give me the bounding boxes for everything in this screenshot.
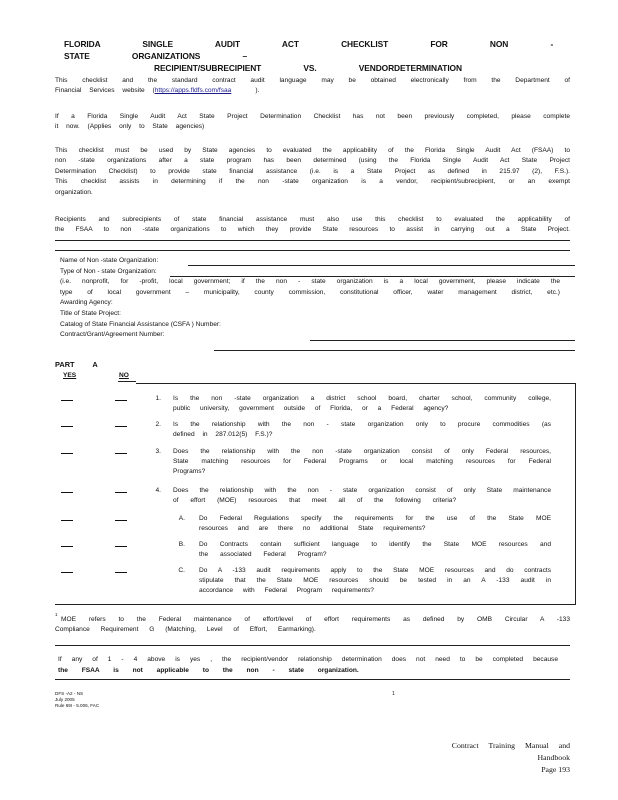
q4-text: Does the relationship with the non - state organization consist of only State maintenance of effort (MOE) resources that meet all of the following criteria?: [173, 487, 551, 505]
intro-paragraph-2: If a Florida Single Audit Act State Project Determination Checklist has not been previously completed, please complete it now. (Applies only to State agencies): [55, 113, 570, 131]
no-column-header: NO: [119, 372, 129, 379]
question-4c: [55, 566, 570, 598]
form-page-number: 1: [392, 691, 395, 697]
intro-paragraph-1: This checklist and the standard contract audit language may be obtained electronically from the Department of Financial Services website (https://apps.fldfs.com/fsaa ).: [55, 77, 570, 95]
q3-yes-blank[interactable]: [61, 453, 73, 454]
intro-paragraph-3: This checklist must be used by State agencies to evaluated the applicability of the Florida Single Audit Act (FSAA) to non -state organizations after a state program has been determined (using the Florida Single Audit Act State Project Determination Checklist) to provide state financial assistance (i.e. is a State Project as defined in 215.97 (2), F.S.). This checklist assists in determining if the non -state organization is a vendor, recipient/subrecipient, or an exempt organization.: [55, 147, 570, 196]
moe-footnote: 1 MOE refers to the Federal maintenance of effort/level of effort requirements as defined by OMB Circular A -133 Compliance Requirement G (Matching, Level of Effort, Earmarking).: [55, 612, 570, 634]
question-4: [55, 486, 570, 508]
organization-info-form: [60, 256, 575, 341]
q1-number: 1.: [155, 395, 161, 402]
q4c-letter: C.: [178, 567, 185, 574]
q4a-text: Do Federal Regulations specify the requirements for the use of the State MOE resources and are there no additional State requirements?: [199, 515, 551, 533]
q2-no-blank[interactable]: [115, 426, 127, 427]
intro-paragraph-4: Recipients and subrecipients of state financial assistance must also use this checklist to evaluated the applicability of the FSAA to non -state organizations to which they provide State resources to assist in carrying out a State Project.: [55, 216, 570, 234]
handbook-title: Contract Training Manual and Handbook: [451, 741, 570, 762]
title-line-2: RECIPIENT/SUBRECIPIENT VS. VENDORDETERMINATION: [154, 63, 462, 73]
no-header-rule: [118, 381, 136, 382]
form-box-top: [55, 250, 570, 251]
q4-yes-blank[interactable]: [61, 492, 73, 493]
q4c-yes-blank[interactable]: [61, 572, 73, 573]
dfs-website-link[interactable]: https://apps.fldfs.com/fsaa: [154, 87, 232, 95]
q4b-letter: B.: [178, 541, 185, 548]
q2-number: 2.: [155, 421, 161, 428]
applicability-note: If any of 1 - 4 above is yes , the recipient/vendor relationship determination does not need to be completed because the FSAA is not applicable to the non - state organization.: [58, 656, 558, 674]
q3-text: Does the relationship with the non -state organization consist of only Federal resources, State matching resources for Federal Programs or local matching resources for Federal Programs?: [173, 448, 551, 476]
q4a-letter: A.: [178, 515, 185, 522]
q4b-no-blank[interactable]: [115, 546, 127, 547]
title-line-1: FLORIDA SINGLE AUDIT ACT CHECKLIST FOR NON -STATE ORGANIZATIONS –: [64, 39, 554, 61]
q3-number: 3.: [155, 448, 161, 455]
question-4b: [55, 540, 570, 562]
q4a-yes-blank[interactable]: [61, 520, 73, 521]
question-3: [55, 447, 570, 479]
yes-column-header: YES: [63, 372, 77, 379]
awarding-agency-label: Awarding Agency:: [60, 299, 113, 307]
note-box-top: [55, 645, 570, 646]
q2-text: Is the relationship with the non - state organization only to procure commodities (as defined in 287.012(5) F.S.)?: [173, 421, 551, 439]
part-a-heading: PART A: [55, 360, 98, 369]
q1-no-blank[interactable]: [115, 400, 127, 401]
contract-number-field[interactable]: [214, 350, 575, 351]
question-2: [55, 420, 570, 442]
note-box-bottom: [55, 679, 570, 680]
checklist-title: [64, 38, 564, 74]
part-a-box-bottom: [55, 604, 576, 605]
q1-text: Is the non -state organization a district school board, charter school, community college, public university, government outside of Florida, or a Federal agency?: [173, 395, 551, 413]
q4a-no-blank[interactable]: [115, 520, 127, 521]
q4b-yes-blank[interactable]: [61, 546, 73, 547]
part-a-box-top: [136, 383, 576, 384]
org-type-hint-2: type of local government – municipality, county commission, constitutional officer, water management district, etc.): [60, 288, 560, 296]
q4b-text: Do Contracts contain sufficient language to identify the State MOE resources and the associated Federal Program?: [199, 541, 551, 559]
q2-yes-blank[interactable]: [61, 426, 73, 427]
question-1: [55, 394, 570, 416]
q1-yes-blank[interactable]: [61, 400, 73, 401]
footnote-mark: 1: [55, 612, 58, 617]
q4-number: 4.: [155, 487, 161, 494]
q4c-no-blank[interactable]: [115, 572, 127, 573]
csfa-number-label: Catalog of State Financial Assistance (CSFA ) Number:: [60, 320, 221, 328]
part-a-box-right: [575, 383, 576, 604]
form-id: DFS -A2 - NS July 2005 Rule 69I - 5.006, FAC: [55, 691, 100, 708]
question-4a: [55, 514, 570, 536]
q4c-text: Do A -133 audit requirements apply to the State MOE resources and do contracts stipulate that the State MOE resources should be tested in an A -133 audit in accordance with Federal Program requirements?: [199, 567, 551, 595]
q4-no-blank[interactable]: [115, 492, 127, 493]
state-project-label: Title of State Project:: [60, 309, 121, 317]
contract-number-label: Contract/Grant/Agreement Number:: [60, 331, 165, 339]
org-name-label: Name of Non -state Organization:: [60, 257, 159, 264]
org-type-hint-1: (i.e. nonprofit, for -profit, local government; if the non - state organization is a local government, please indicate the: [60, 278, 560, 286]
handbook-page: Page 193: [541, 765, 570, 774]
org-name-field[interactable]: [188, 265, 575, 266]
org-type-label: Type of Non - state Organization:: [60, 267, 157, 275]
section-divider: [55, 240, 570, 241]
q3-no-blank[interactable]: [115, 453, 127, 454]
org-type-field[interactable]: [170, 276, 575, 277]
csfa-number-field[interactable]: [310, 340, 575, 341]
handbook-footer: [412, 740, 570, 776]
